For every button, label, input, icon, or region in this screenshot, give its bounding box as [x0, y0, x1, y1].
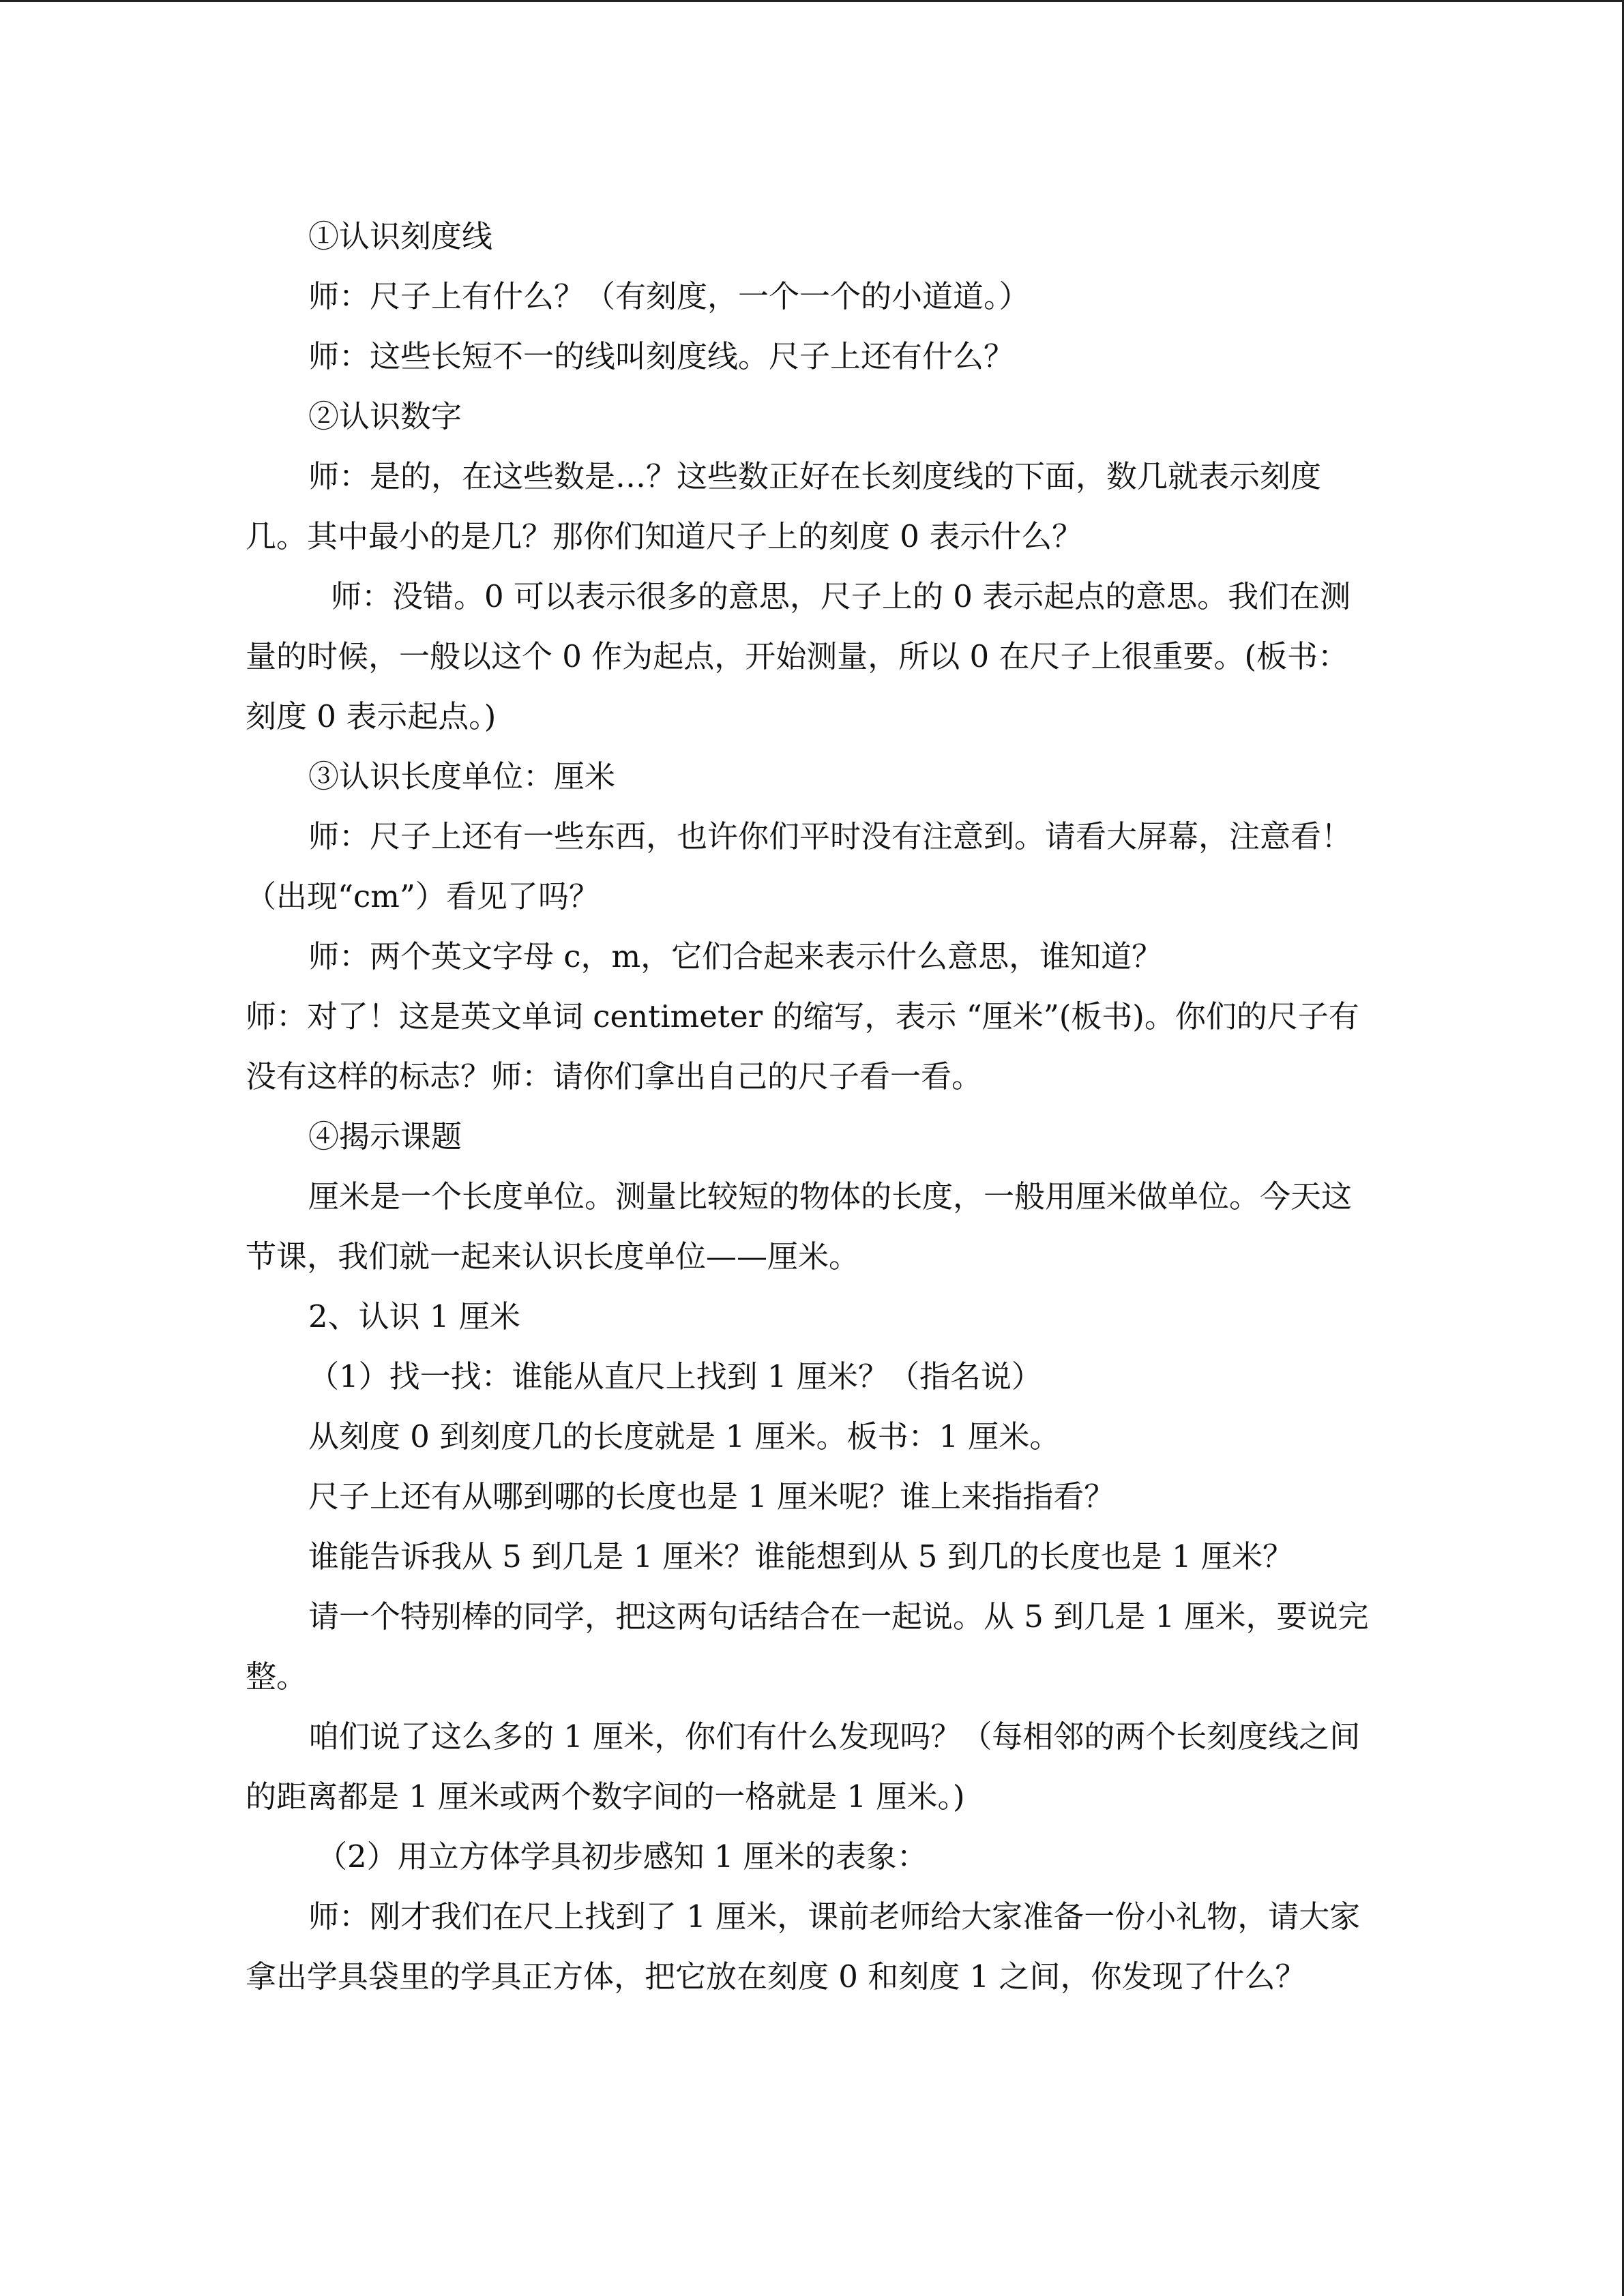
heading-recognize-numbers: ②认识数字	[308, 398, 462, 434]
paragraph: 师：尺子上还有一些东西，也许你们平时没有注意到。请看大屏幕，注意看！（出现“cm”）看见了吗？	[246, 818, 1353, 914]
paragraph: 师：刚才我们在尺上找到了 1 厘米，课前老师给大家准备一份小礼物，请大家拿出学具袋里的学具正方体，把它放在刻度 0 和刻度 1 之间，你发现了什么？	[246, 1898, 1361, 1995]
paragraph: 谁能告诉我从 5 到几是 1 厘米？谁能想到从 5 到几的长度也是 1 厘米？	[308, 1538, 1293, 1575]
subheading-find: （1）找一找：谁能从直尺上找到 1 厘米？（指名说）	[308, 1358, 1042, 1395]
heading-reveal-topic: ④揭示课题	[308, 1118, 462, 1154]
heading-section-2: 2、认识 1 厘米	[308, 1298, 520, 1335]
paragraph: 从刻度 0 到刻度几的长度就是 1 厘米。板书：1 厘米。	[308, 1418, 1061, 1455]
paragraph: 师：是的，在这些数是…？这些数正好在长刻度线的下面，数几就表示刻度几。其中最小的是几？那你们知道尺子上的刻度 0 表示什么？	[246, 458, 1322, 554]
paragraph: 师：尺子上有什么？（有刻度，一个一个的小道道。）	[308, 278, 1030, 314]
heading-recognize-scale-lines: ①认识刻度线	[308, 218, 493, 254]
paragraph: 咱们说了这么多的 1 厘米，你们有什么发现吗？（每相邻的两个长刻度线之间的距离都是 1 厘米或两个数字间的一格就是 1 厘米。)	[246, 1718, 1361, 1815]
paragraph: 师：没错。0 可以表示很多的意思，尺子上的 0 表示起点的意思。我们在测量的时候，一般以这个 0 作为起点，开始测量，所以 0 在尺子上很重要。(板书：刻度 0 表示起点。)	[246, 578, 1351, 734]
document-body	[246, 207, 1378, 2007]
paragraph: 师：这些长短不一的线叫刻度线。尺子上还有什么？	[308, 338, 1015, 374]
heading-length-unit: ③认识长度单位：厘米	[308, 758, 616, 794]
paragraph: 请一个特别棒的同学，把这两句话结合在一起说。从 5 到几是 1 厘米，要说完整。	[246, 1598, 1369, 1695]
paragraph: 尺子上还有从哪到哪的长度也是 1 厘米呢？谁上来指指看？	[308, 1478, 1115, 1515]
subheading-cube-perception: （2）用立方体学具初步感知 1 厘米的表象：	[316, 1838, 928, 1875]
paragraph: 师：对了！这是英文单词 centimeter 的缩写，表示 “厘米”(板书)。你们的尺子有没有这样的标志？师：请你们拿出自己的尺子看一看。	[246, 998, 1359, 1094]
paragraph: 厘米是一个长度单位。测量比较短的物体的长度，一般用厘米做单位。今天这节课，我们就一起来认识长度单位——厘米。	[246, 1178, 1353, 1274]
paragraph: 师：两个英文字母 c，m，它们合起来表示什么意思，谁知道？	[308, 938, 1163, 974]
